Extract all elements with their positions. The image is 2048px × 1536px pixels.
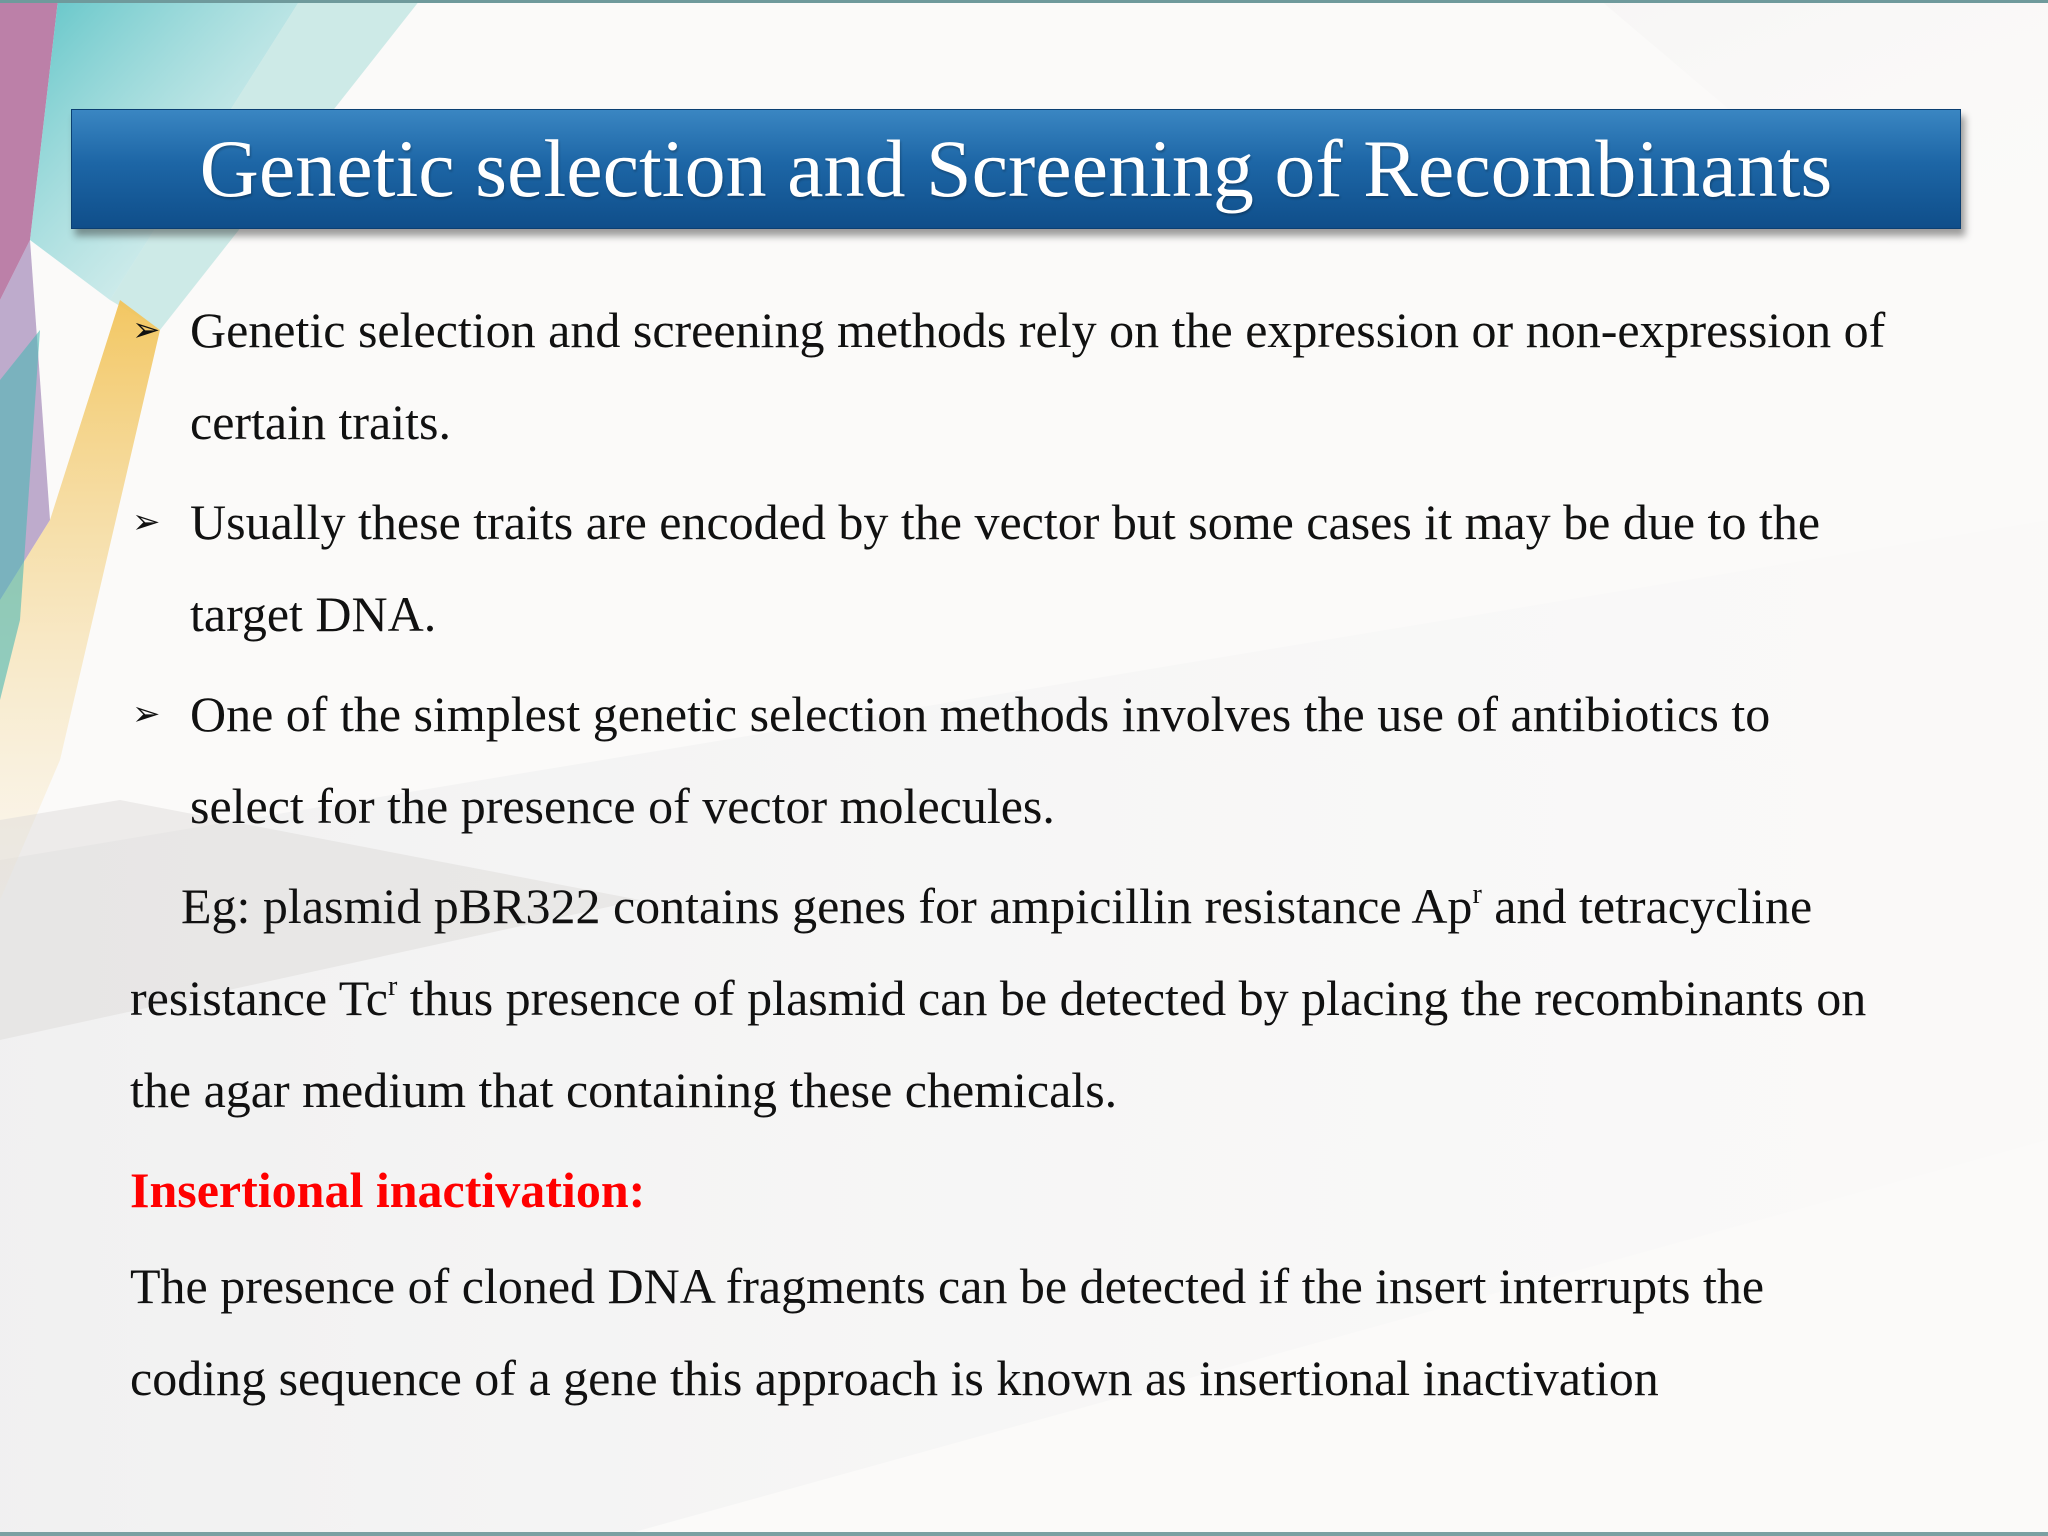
arrowhead-bullet-icon: ➢	[132, 694, 161, 734]
superscript-r: r	[387, 971, 398, 1002]
section-heading: Insertional inactivation:	[130, 1162, 646, 1218]
arrowhead-bullet-icon: ➢	[132, 310, 161, 350]
superscript-r: r	[1472, 879, 1482, 910]
arrowhead-bullet-icon: ➢	[132, 502, 161, 542]
slide-title: Genetic selection and Screening of Recombinants	[199, 123, 1833, 214]
bullet-item	[130, 284, 1950, 468]
bullet-line: Genetic selection and screening methods rely on the expression or non-expression of	[190, 302, 1886, 358]
bullet-line: One of the simplest genetic selection methods involves the use of antibiotics to	[190, 686, 1771, 742]
example-line	[130, 952, 1950, 1044]
section-body-line: The presence of cloned DNA fragments can be detected if the insert interrupts the	[130, 1258, 1765, 1314]
slide-body	[130, 284, 1950, 1424]
bullet-line: select for the presence of vector molecules.	[190, 778, 1055, 834]
example-text: resistance Tc	[130, 970, 388, 1026]
example-line: the agar medium that containing these chemicals.	[130, 1062, 1118, 1118]
section-body-line: coding sequence of a gene this approach is known as insertional inactivation	[130, 1350, 1659, 1406]
title-bar	[71, 109, 1961, 229]
bottom-frame-line	[0, 1532, 2048, 1536]
top-frame-line	[0, 0, 2048, 3]
bullet-line: target DNA.	[190, 586, 437, 642]
bullet-item	[130, 668, 1950, 852]
example-line	[130, 860, 1950, 952]
example-text: and tetracycline	[1481, 878, 1813, 934]
bullet-line: certain traits.	[190, 394, 451, 450]
example-text: Eg: plasmid pBR322 contains genes for ampicillin resistance Ap	[181, 878, 1473, 934]
bullet-item	[130, 476, 1950, 660]
example-text: thus presence of plasmid can be detected by placing the recombinants on	[397, 970, 1867, 1026]
bullet-line: Usually these traits are encoded by the vector but some cases it may be due to the	[190, 494, 1821, 550]
